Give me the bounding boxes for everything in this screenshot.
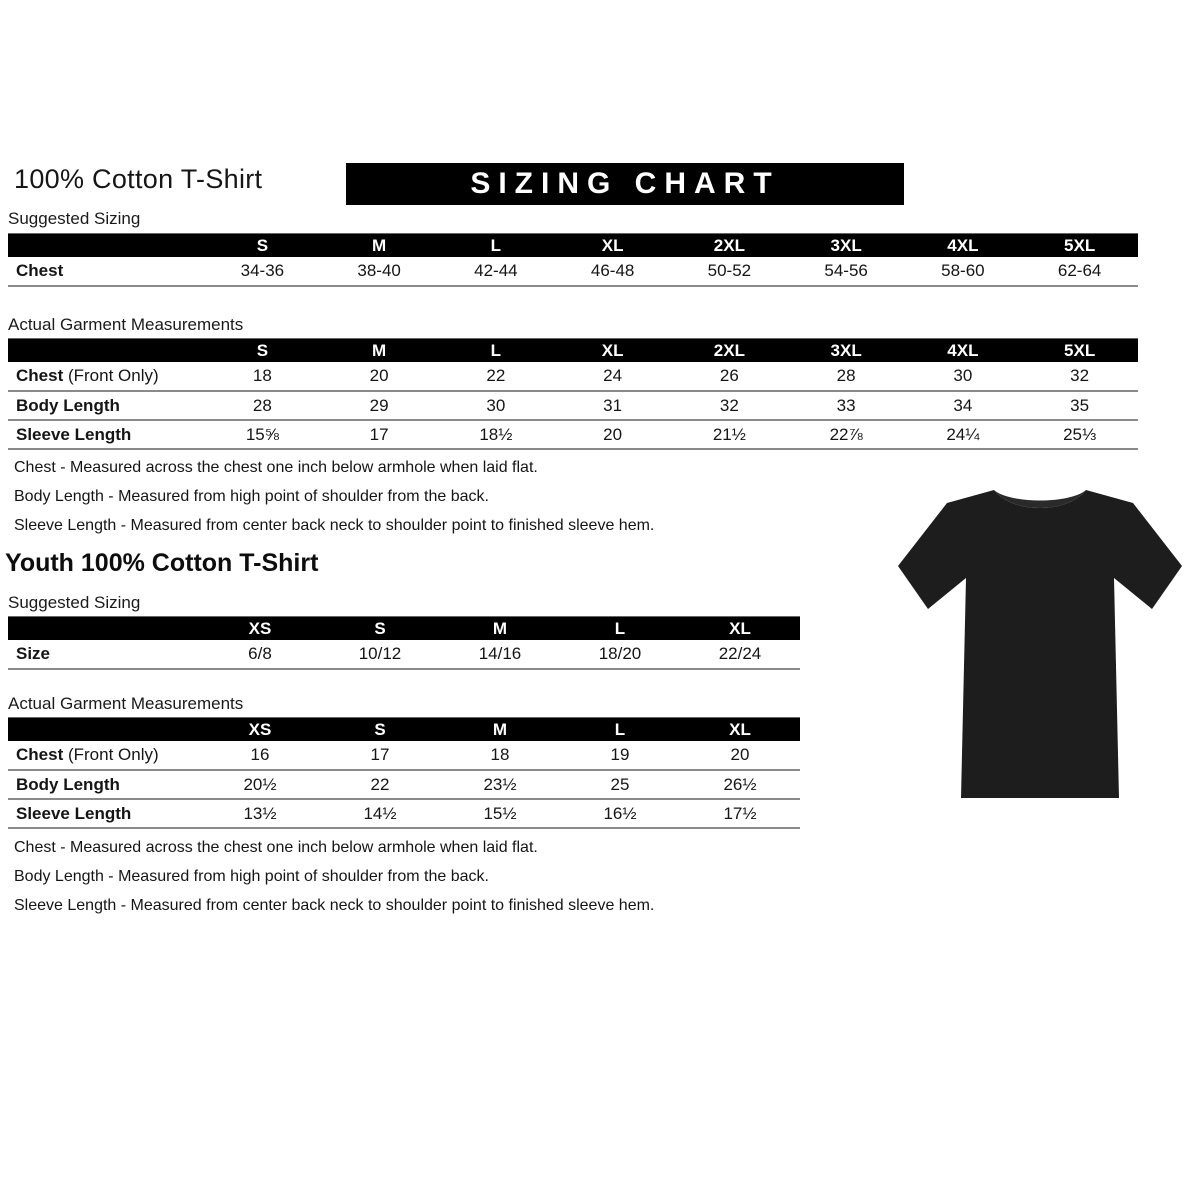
size-value-cell: 54-56 bbox=[788, 257, 905, 286]
size-header-row bbox=[8, 718, 800, 742]
size-value-cell: 16½ bbox=[560, 799, 680, 828]
size-column-header: L bbox=[560, 718, 680, 742]
table-row bbox=[8, 257, 1138, 286]
size-value-cell: 35 bbox=[1021, 391, 1138, 420]
size-value-cell: 22⅞ bbox=[788, 420, 905, 449]
row-label: Sleeve Length bbox=[8, 420, 204, 449]
size-value-cell: 28 bbox=[204, 391, 321, 420]
tshirt-graphic-icon bbox=[890, 476, 1190, 816]
header-spacer-cell bbox=[8, 234, 204, 258]
size-value-cell: 20 bbox=[321, 362, 438, 391]
table-row bbox=[8, 640, 800, 669]
size-value-cell: 34-36 bbox=[204, 257, 321, 286]
size-value-cell: 33 bbox=[788, 391, 905, 420]
size-column-header: M bbox=[440, 617, 560, 641]
size-value-cell: 25⅓ bbox=[1021, 420, 1138, 449]
size-value-cell: 17 bbox=[321, 420, 438, 449]
size-column-header: XL bbox=[554, 234, 671, 258]
size-value-cell: 18 bbox=[204, 362, 321, 391]
row-label: Body Length bbox=[8, 391, 204, 420]
youth-section-title: Youth 100% Cotton T-Shirt bbox=[5, 549, 319, 577]
size-value-cell: 18½ bbox=[438, 420, 555, 449]
note-line: Chest - Measured across the chest one inch below armhole when laid flat. bbox=[14, 459, 538, 476]
adult-suggested-sizing-label: Suggested Sizing bbox=[8, 209, 141, 228]
size-column-header: 2XL bbox=[671, 234, 788, 258]
size-value-cell: 20 bbox=[554, 420, 671, 449]
size-header-row bbox=[8, 617, 800, 641]
size-value-cell: 6/8 bbox=[200, 640, 320, 669]
youth-actual-measurements-table bbox=[8, 717, 800, 829]
adult-actual-measurements-label: Actual Garment Measurements bbox=[8, 315, 244, 334]
size-value-cell: 10/12 bbox=[320, 640, 440, 669]
size-column-header: L bbox=[438, 234, 555, 258]
note-line: Body Length - Measured from high point of shoulder from the back. bbox=[14, 488, 489, 505]
size-value-cell: 15⅝ bbox=[204, 420, 321, 449]
row-label: Sleeve Length bbox=[8, 799, 200, 828]
size-value-cell: 26½ bbox=[680, 770, 800, 799]
size-column-header: M bbox=[440, 718, 560, 742]
size-column-header: M bbox=[321, 234, 438, 258]
size-column-header: 3XL bbox=[788, 339, 905, 363]
size-value-cell: 19 bbox=[560, 741, 680, 770]
size-value-cell: 22 bbox=[320, 770, 440, 799]
youth-actual-measurements-label: Actual Garment Measurements bbox=[8, 694, 244, 713]
table-row bbox=[8, 362, 1138, 391]
tshirt-product-image bbox=[890, 476, 1190, 816]
size-value-cell: 23½ bbox=[440, 770, 560, 799]
size-value-cell: 18 bbox=[440, 741, 560, 770]
table-row bbox=[8, 799, 800, 828]
note-line: Sleeve Length - Measured from center back neck to shoulder point to finished sleeve hem. bbox=[14, 897, 655, 914]
size-value-cell: 62-64 bbox=[1021, 257, 1138, 286]
size-value-cell: 29 bbox=[321, 391, 438, 420]
size-column-header: 4XL bbox=[905, 339, 1022, 363]
adult-section-title: 100% Cotton T-Shirt bbox=[14, 164, 263, 194]
row-label: Chest bbox=[8, 257, 204, 286]
size-value-cell: 22/24 bbox=[680, 640, 800, 669]
size-value-cell: 17 bbox=[320, 741, 440, 770]
size-header-row bbox=[8, 339, 1138, 363]
header-spacer-cell bbox=[8, 339, 204, 363]
size-value-cell: 18/20 bbox=[560, 640, 680, 669]
size-value-cell: 16 bbox=[200, 741, 320, 770]
size-value-cell: 42-44 bbox=[438, 257, 555, 286]
header-spacer-cell bbox=[8, 718, 200, 742]
table-row bbox=[8, 420, 1138, 449]
size-column-header: S bbox=[204, 234, 321, 258]
table-row bbox=[8, 391, 1138, 420]
adult-actual-measurements-table bbox=[8, 338, 1138, 450]
size-column-header: XS bbox=[200, 718, 320, 742]
size-column-header: 3XL bbox=[788, 234, 905, 258]
size-column-header: L bbox=[560, 617, 680, 641]
size-column-header: 5XL bbox=[1021, 234, 1138, 258]
size-value-cell: 28 bbox=[788, 362, 905, 391]
size-value-cell: 32 bbox=[671, 391, 788, 420]
size-value-cell: 20 bbox=[680, 741, 800, 770]
size-column-header: XL bbox=[554, 339, 671, 363]
size-column-header: XL bbox=[680, 617, 800, 641]
youth-suggested-sizing-table bbox=[8, 616, 800, 670]
size-column-header: S bbox=[204, 339, 321, 363]
size-column-header: XS bbox=[200, 617, 320, 641]
row-label: Chest (Front Only) bbox=[8, 362, 204, 391]
size-value-cell: 17½ bbox=[680, 799, 800, 828]
size-column-header: S bbox=[320, 718, 440, 742]
adult-suggested-sizing-table bbox=[8, 233, 1138, 287]
header-spacer-cell bbox=[8, 617, 200, 641]
size-header-row bbox=[8, 234, 1138, 258]
size-value-cell: 50-52 bbox=[671, 257, 788, 286]
size-value-cell: 22 bbox=[438, 362, 555, 391]
table-row bbox=[8, 741, 800, 770]
size-value-cell: 34 bbox=[905, 391, 1022, 420]
size-column-header: XL bbox=[680, 718, 800, 742]
size-value-cell: 26 bbox=[671, 362, 788, 391]
size-value-cell: 20½ bbox=[200, 770, 320, 799]
size-column-header: S bbox=[320, 617, 440, 641]
size-value-cell: 38-40 bbox=[321, 257, 438, 286]
size-value-cell: 58-60 bbox=[905, 257, 1022, 286]
size-column-header: 5XL bbox=[1021, 339, 1138, 363]
adult-measurement-notes bbox=[14, 459, 654, 546]
size-column-header: M bbox=[321, 339, 438, 363]
size-value-cell: 46-48 bbox=[554, 257, 671, 286]
size-value-cell: 13½ bbox=[200, 799, 320, 828]
row-label: Chest (Front Only) bbox=[8, 741, 200, 770]
sizing-chart-banner: SIZING CHART bbox=[346, 163, 904, 205]
size-value-cell: 25 bbox=[560, 770, 680, 799]
row-label: Size bbox=[8, 640, 200, 669]
size-value-cell: 15½ bbox=[440, 799, 560, 828]
size-value-cell: 30 bbox=[905, 362, 1022, 391]
youth-measurement-notes bbox=[14, 839, 654, 926]
size-column-header: L bbox=[438, 339, 555, 363]
size-value-cell: 14½ bbox=[320, 799, 440, 828]
size-value-cell: 32 bbox=[1021, 362, 1138, 391]
table-row bbox=[8, 770, 800, 799]
size-value-cell: 14/16 bbox=[440, 640, 560, 669]
size-column-header: 2XL bbox=[671, 339, 788, 363]
size-value-cell: 24 bbox=[554, 362, 671, 391]
note-line: Body Length - Measured from high point of shoulder from the back. bbox=[14, 868, 489, 885]
size-column-header: 4XL bbox=[905, 234, 1022, 258]
size-value-cell: 24¼ bbox=[905, 420, 1022, 449]
row-label: Body Length bbox=[8, 770, 200, 799]
youth-suggested-sizing-label: Suggested Sizing bbox=[8, 593, 141, 612]
note-line: Chest - Measured across the chest one inch below armhole when laid flat. bbox=[14, 839, 538, 856]
size-value-cell: 30 bbox=[438, 391, 555, 420]
note-line: Sleeve Length - Measured from center back neck to shoulder point to finished sleeve hem. bbox=[14, 517, 655, 534]
size-value-cell: 21½ bbox=[671, 420, 788, 449]
size-value-cell: 31 bbox=[554, 391, 671, 420]
